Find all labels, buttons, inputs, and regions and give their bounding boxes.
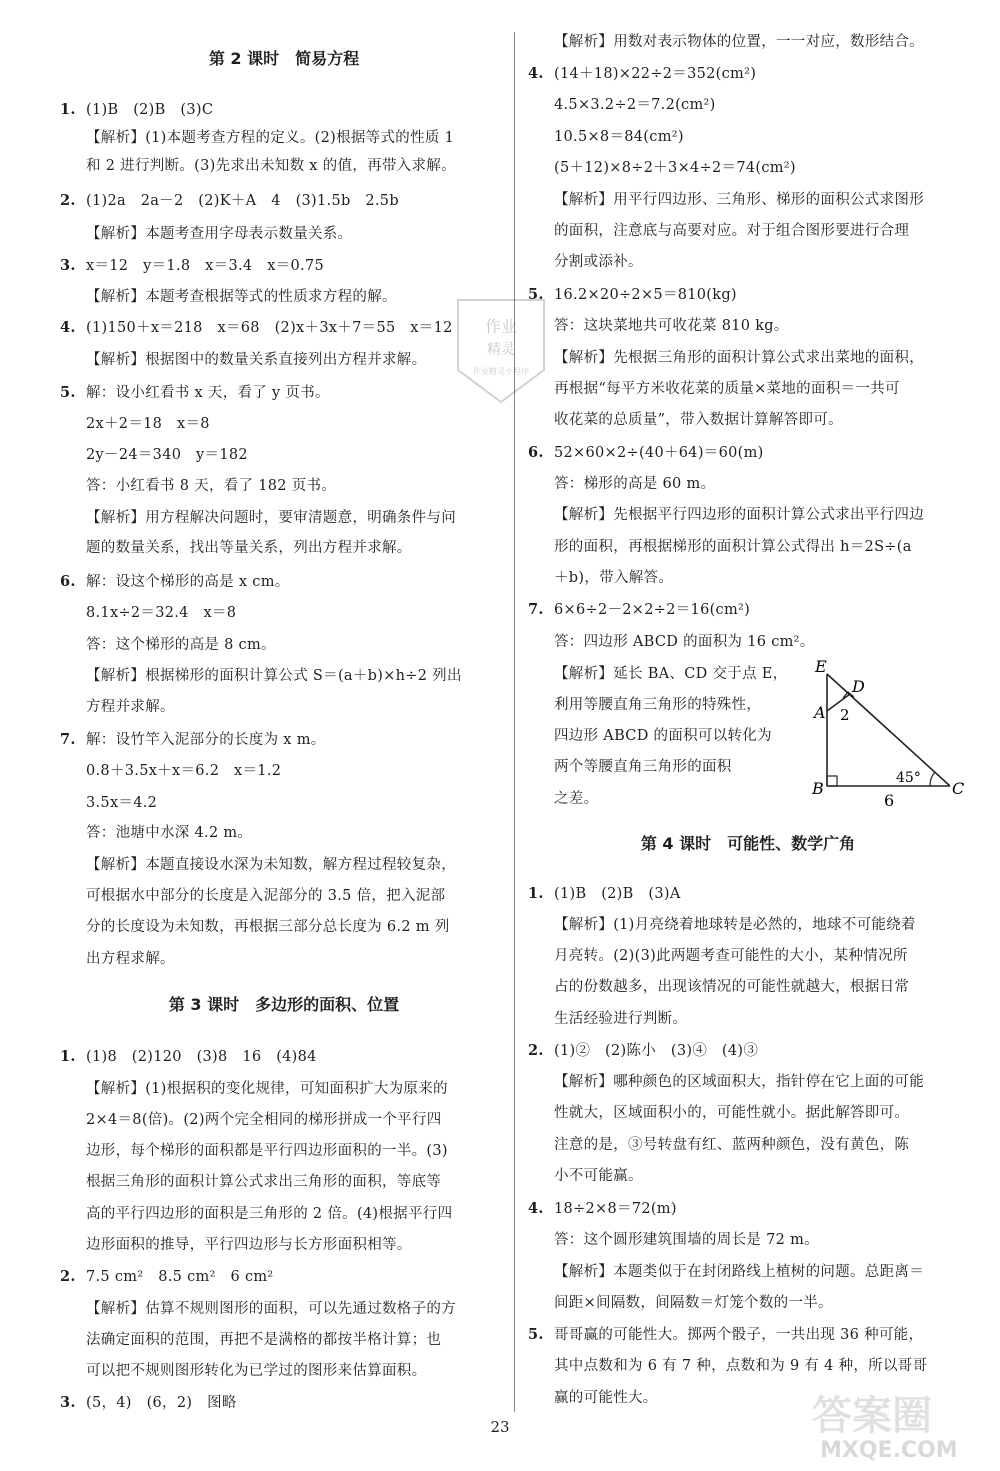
label-E: E bbox=[815, 657, 827, 676]
label-D: D bbox=[852, 677, 865, 696]
svg-text:精灵: 精灵 bbox=[487, 342, 515, 358]
equation-line: 3.5x＝4.2 bbox=[86, 795, 158, 811]
equation-line: 10.5×8＝84(cm²) bbox=[554, 129, 684, 145]
answer-1: 1. (1)B (2)B (3)A bbox=[528, 885, 681, 902]
analysis-line: 边形面积的推导，平行四边形与长方形面积相等。 bbox=[86, 1237, 412, 1253]
section-title-lesson-3: 第 3 课时 多边形的面积、位置 bbox=[168, 995, 400, 1014]
analysis-line: 【解析】用数对表示物体的位置，一一对应，数形结合。 bbox=[554, 34, 924, 50]
answer-5: 5. 16.2×20÷2×5＝810(kg) bbox=[528, 286, 737, 303]
answer-7: 7. 6×6÷2－2×2÷2＝16(cm²) bbox=[528, 601, 751, 618]
analysis-line: 【解析】本题考查用字母表示数量关系。 bbox=[86, 226, 353, 242]
analysis-line: 【解析】用方程解决问题时，要审清题意，明确条件与问 bbox=[86, 510, 456, 526]
answer-2: 2. (1)② (2)陈小 (3)④ (4)③ bbox=[528, 1042, 759, 1059]
section-title-lesson-4: 第 4 课时 可能性、数学广角 bbox=[640, 834, 856, 853]
analysis-line: 【解析】本题直接设水深为未知数，解方程过程较复杂， bbox=[86, 857, 456, 873]
analysis-line: 高的平行四边形的面积是三角形的 2 倍。(4)根据平行四 bbox=[86, 1206, 453, 1222]
analysis-line: 【解析】本题类似于在封闭路线上植树的问题。总距离＝ bbox=[554, 1264, 924, 1280]
analysis-line: 2×4＝8(倍)。(2)两个完全相同的梯形拼成一个平行四 bbox=[86, 1112, 442, 1128]
equation-line: 2y－24＝340 y＝182 bbox=[86, 447, 248, 463]
watermark-logo: 答案圈 bbox=[812, 1393, 932, 1439]
analysis-line: 【解析】(1)本题考查方程的定义。(2)根据等式的性质 1 bbox=[86, 130, 455, 146]
analysis-line: 生活经验进行判断。 bbox=[554, 1011, 688, 1027]
analysis-line: 【解析】先根据三角形的面积计算公式求出菜地的面积， bbox=[554, 350, 924, 366]
analysis-line: 方程并求解。 bbox=[86, 699, 175, 715]
analysis-line: 分割或添补。 bbox=[554, 254, 643, 270]
analysis-line: 月亮转。(2)(3)此两题考查可能性的大小，某种情况所 bbox=[554, 948, 908, 964]
answer-4: 4. 18÷2×8＝72(m) bbox=[528, 1200, 677, 1217]
analysis-line: 【解析】根据图中的数量关系直接列出方程并求解。 bbox=[86, 352, 427, 368]
analysis-line: 【解析】延长 BA、CD 交于点 E， bbox=[554, 666, 788, 682]
analysis-line: 【解析】用平行四边形、三角形、梯形的面积公式求图形 bbox=[554, 192, 924, 208]
analysis-line: 【解析】本题考查根据等式的性质求方程的解。 bbox=[86, 289, 397, 305]
analysis-line: 【解析】先根据平行四边形的面积计算公式求出平行四边 bbox=[554, 507, 924, 523]
analysis-line: 根据三角形的面积计算公式求出三角形的面积，等底等 bbox=[86, 1174, 442, 1190]
answer-5: 5. 哥哥赢的可能性大。掷两个骰子，一共出现 36 种可能， bbox=[528, 1326, 924, 1343]
angle-label: 45° bbox=[896, 770, 921, 786]
angle-arc-C bbox=[930, 772, 935, 786]
analysis-line: ＋b)，带入解答。 bbox=[554, 570, 674, 586]
label-A: A bbox=[814, 703, 826, 722]
analysis-line: 两个等腰直角三角形的面积 bbox=[554, 759, 732, 775]
analysis-line: 之差。 bbox=[554, 791, 599, 807]
analysis-line: 性就大，区域面积小的，可能性就小。据此解答即可。 bbox=[554, 1105, 910, 1121]
answer-line: 答：这块菜地共可收花菜 810 kg。 bbox=[554, 318, 789, 334]
equation-line: 4.5×3.2÷2＝7.2(cm²) bbox=[554, 97, 716, 113]
analysis-line: 的面积，注意底与高要对应。对于组合图形要进行合理 bbox=[554, 223, 910, 239]
answer-4: 4. (14＋18)×22÷2＝352(cm²) bbox=[528, 65, 757, 82]
answer-1: 1. (1)B (2)B (3)C bbox=[60, 101, 214, 118]
equation-line: (5＋12)×8÷2＋3×4÷2＝74(cm²) bbox=[554, 160, 796, 176]
analysis-line: 【解析】(1)根据积的变化规律，可知面积扩大为原来的 bbox=[86, 1081, 448, 1097]
page-number: 23 bbox=[490, 1418, 510, 1436]
answer-line: 答：梯形的高是 60 m。 bbox=[554, 476, 716, 492]
analysis-line: 小不可能赢。 bbox=[554, 1168, 643, 1184]
svg-text:作业精灵小程序: 作业精灵小程序 bbox=[473, 367, 529, 376]
analysis-line: 【解析】哪种颜色的区域面积大，指针停在它上面的可能 bbox=[554, 1074, 924, 1090]
answer-7: 7. 解：设竹竿入泥部分的长度为 x m。 bbox=[60, 731, 326, 748]
equation-line: 2x＋2＝18 x＝8 bbox=[86, 416, 210, 432]
answer-line: 答：小红看书 8 天，看了 182 页书。 bbox=[86, 478, 337, 494]
watermark-url: MXQE.COM bbox=[820, 1438, 958, 1463]
analysis-line: 题的数量关系，找出等量关系，列出方程并求解。 bbox=[86, 540, 412, 556]
analysis-line: 可以把不规则图形转化为已学过的图形来估算面积。 bbox=[86, 1363, 427, 1379]
analysis-line: 【解析】(1)月亮绕着地球转是必然的，地球不可能绕着 bbox=[554, 917, 916, 933]
answer-5: 5. 解：设小红看书 x 天，看了 y 页书。 bbox=[60, 384, 330, 401]
label-B: B bbox=[812, 779, 824, 798]
equation-line: 0.8＋3.5x＋x＝6.2 x＝1.2 bbox=[86, 763, 282, 779]
analysis-line: 边形，每个梯形的面积都是平行四边形面积的一半。(3) bbox=[86, 1143, 448, 1159]
answer-2: 2. 7.5 cm² 8.5 cm² 6 cm² bbox=[60, 1268, 274, 1285]
line-EC bbox=[827, 674, 950, 786]
answer-line: 答：四边形 ABCD 的面积为 16 cm²。 bbox=[554, 634, 815, 650]
answer-line: 赢的可能性大。 bbox=[554, 1390, 658, 1406]
answer-3: 3. (5，4) (6，2) 图略 bbox=[60, 1394, 237, 1411]
answer-2: 2. (1)2a 2a－2 (2)K＋A 4 (3)1.5b 2.5b bbox=[60, 192, 399, 209]
answer-line: 其中点数和为 6 有 7 种，点数和为 9 有 4 种，所以哥哥 bbox=[554, 1358, 928, 1374]
equation-line: 8.1x÷2＝32.4 x＝8 bbox=[86, 605, 237, 621]
analysis-line: 间距×间隔数，间隔数＝灯笼个数的一半。 bbox=[554, 1295, 833, 1311]
answer-1: 1. (1)8 (2)120 (3)8 16 (4)84 bbox=[60, 1048, 317, 1065]
analysis-line: 分的长度设为未知数，再根据三部分总长度为 6.2 m 列 bbox=[86, 919, 450, 935]
quadrilateral-figure bbox=[812, 656, 972, 806]
length-label-BC: 6 bbox=[884, 791, 895, 806]
label-C: C bbox=[952, 779, 965, 798]
length-label-AD: 2 bbox=[840, 706, 850, 724]
answer-line: 答：池塘中水深 4.2 m。 bbox=[86, 825, 253, 841]
analysis-line: 收花菜的总质量”，带入数据计算解答即可。 bbox=[554, 412, 843, 428]
answer-line: 答：这个圆形建筑围墙的周长是 72 m。 bbox=[554, 1232, 819, 1248]
analysis-line: 可根据水中部分的长度是入泥部分的 3.5 倍，把入泥部 bbox=[86, 888, 446, 904]
answer-4: 4. (1)150＋x＝218 x＝68 (2)x＋3x＋7＝55 x＝12 bbox=[60, 319, 453, 336]
analysis-line: 四边形 ABCD 的面积可以转化为 bbox=[554, 728, 772, 744]
answer-line: 答：这个梯形的高是 8 cm。 bbox=[86, 637, 276, 653]
analysis-line: 和 2 进行判断。(3)先求出未知数 x 的值，再带入求解。 bbox=[86, 158, 456, 174]
analysis-line: 法确定面积的范围，再把不是满格的都按半格计算；也 bbox=[86, 1332, 442, 1348]
analysis-line: 占的份数越多，出现该情况的可能性就越大，根据日常 bbox=[554, 979, 910, 995]
stamp-logo bbox=[448, 290, 554, 410]
answer-3: 3. x＝12 y＝1.8 x＝3.4 x＝0.75 bbox=[60, 257, 324, 274]
analysis-line: 【解析】根据梯形的面积计算公式 S＝(a＋b)×h÷2 列出 bbox=[86, 668, 462, 684]
right-angle-B bbox=[827, 776, 837, 786]
section-title-lesson-2: 第 2 课时 简易方程 bbox=[208, 49, 360, 68]
analysis-line: 再根据“每平方米收花菜的质量×菜地的面积＝一共可 bbox=[554, 381, 900, 397]
svg-text:作业: 作业 bbox=[484, 317, 518, 336]
answer-6: 6. 52×60×2÷(40＋64)＝60(m) bbox=[528, 444, 764, 461]
column-divider bbox=[514, 32, 515, 1412]
analysis-line: 出方程求解。 bbox=[86, 951, 175, 967]
analysis-line: 利用等腰直角三角形的特殊性， bbox=[554, 697, 762, 713]
analysis-line: 形的面积，再根据梯形的面积计算公式得出 h＝2S÷(a bbox=[554, 539, 912, 555]
answer-6: 6. 解：设这个梯形的高是 x cm。 bbox=[60, 573, 290, 590]
analysis-line: 【解析】估算不规则图形的面积，可以先通过数格子的方 bbox=[86, 1301, 456, 1317]
analysis-line: 注意的是，③号转盘有红、蓝两种颜色，没有黄色，陈 bbox=[554, 1137, 910, 1153]
